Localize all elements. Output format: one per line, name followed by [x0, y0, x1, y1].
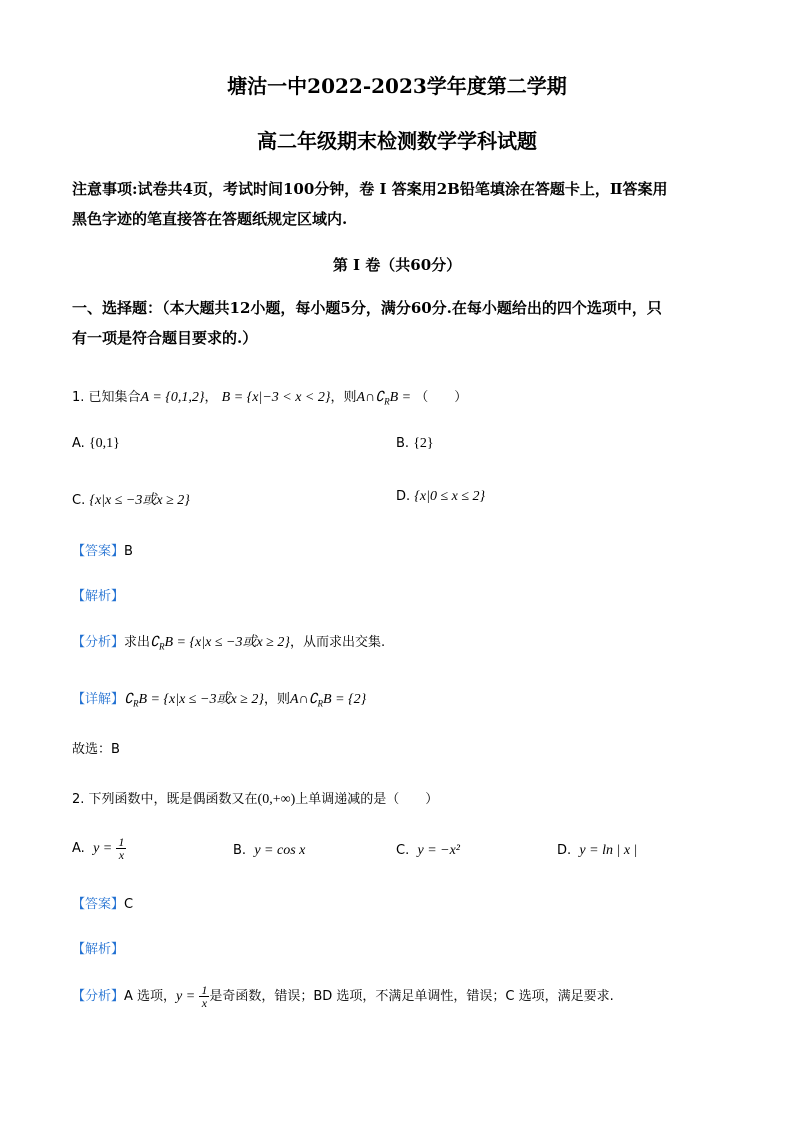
q2-fenxi-pre: A 选项， — [124, 989, 177, 1004]
q1-fenxi-sub: R — [158, 641, 165, 652]
q2-option-d — [557, 843, 637, 859]
notice-line-1: 注意事项:试卷共4页，考试时间100分钟，卷 I 答案用2B铅笔填涂在答题卡上，Ⅱ答案用 — [72, 180, 668, 198]
q2-fenxi-y: y = — [176, 989, 196, 1004]
q2-interval: (0,+∞) — [257, 792, 296, 807]
notice-line-2: 黑色字迹的笔直接答在答题纸规定区域内. — [72, 210, 348, 228]
q1-detail-mid: ，则 — [263, 692, 290, 707]
q2-option-a-pre: y = — [93, 841, 113, 856]
section-line-2: 有一项是符合题目要求的.） — [72, 329, 258, 347]
q1-option-b — [396, 436, 434, 452]
q1-detail-tag: 【详解】 — [72, 692, 125, 707]
q2-option-a — [72, 836, 126, 861]
q1-set-b: B = {x|−3 < x < 2} — [221, 390, 331, 405]
q1-answer-tag: 【答案】 — [72, 544, 125, 559]
q2-fenxi-num: 1 — [201, 983, 208, 997]
q2-fenxi-tag: 【分析】 — [72, 989, 125, 1004]
q1-detail-sub: R — [132, 698, 139, 709]
q1-option-a — [72, 436, 120, 452]
q1-expr: A∩∁ — [356, 390, 385, 405]
part-title: 第 I 卷（共60分） — [332, 256, 462, 274]
q1-analysis-tag: 【解析】 — [72, 589, 125, 604]
q1-detail-math: B = {x|x ≤ −3或x ≥ 2} — [138, 692, 264, 707]
section-line-1: 一、选择题：（本大题共12小题，每小题5分，满分60分.在每小题给出的四个选项中，只 — [72, 299, 662, 317]
q1-option-c-label: C. — [72, 493, 86, 508]
paper-subtitle: 高二年级期末检测数学学科试题 — [257, 129, 537, 153]
q1-answer-value: B — [124, 544, 133, 559]
q2-option-c — [396, 843, 460, 859]
q1-fenxi-tag: 【分析】 — [72, 635, 125, 650]
q2-option-a-den: x — [118, 848, 125, 862]
q2-option-c-label: C. — [396, 843, 410, 858]
q2-fenxi-den: x — [201, 996, 208, 1010]
q1-detail — [72, 688, 366, 709]
q1-option-a-text: {0,1} — [88, 436, 120, 451]
q1-option-c — [72, 489, 190, 509]
q2-answer-tag: 【答案】 — [72, 897, 125, 912]
q1-conclusion: 故选：B — [72, 742, 120, 757]
q1-option-d — [396, 489, 485, 505]
q1-option-a-label: A. — [72, 436, 85, 451]
q2-answer-value: C — [124, 897, 134, 912]
q1-set-a: A = {0,1,2} — [140, 390, 205, 405]
q2-option-a-num: 1 — [118, 835, 125, 849]
q1-detail-sub2: R — [317, 698, 324, 709]
q1-option-d-label: D. — [396, 489, 411, 504]
q1-option-b-label: B. — [396, 436, 410, 451]
q1-detail-math2: A∩∁ — [289, 692, 318, 707]
q2-fenxi-fraction — [199, 984, 209, 1009]
q1-option-d-text: {x|0 ≤ x ≤ 2} — [414, 489, 486, 504]
q2-option-d-label: D. — [557, 843, 572, 858]
q1-paren: （ ） — [415, 390, 468, 405]
q2-stem-prefix: 2. 下列函数中，既是偶函数又在 — [72, 792, 258, 807]
q1-stem — [72, 386, 467, 407]
q2-fenxi — [72, 984, 614, 1009]
q1-comma: ， — [204, 390, 218, 405]
q1-fenxi — [72, 631, 385, 652]
q2-option-b — [233, 843, 305, 859]
q2-stem-suffix: 上单调递减的是（ ） — [295, 792, 439, 807]
q2-answer — [72, 893, 133, 912]
q1-stem-mid: ，则 — [330, 390, 357, 405]
q2-fenxi-post: 是奇函数，错误；BD 选项，不满足单调性，错误；C 选项，满足要求. — [209, 989, 614, 1004]
q2-option-b-label: B. — [233, 843, 247, 858]
q1-expr-tail: B = — [389, 390, 412, 405]
q1-stem-prefix: 1. 已知集合 — [72, 390, 141, 405]
q1-fenxi-expr: ∁ — [150, 635, 159, 650]
q2-option-b-text: y = cos x — [254, 843, 306, 858]
q1-fenxi-math: B = {x|x ≤ −3或x ≥ 2} — [164, 635, 290, 650]
q1-option-b-text: {2} — [413, 436, 434, 451]
q1-option-c-text: {x|x ≤ −3或x ≥ 2} — [89, 493, 190, 508]
q1-fenxi-post: ，从而求出交集. — [289, 635, 386, 650]
q2-option-a-fraction — [116, 836, 126, 861]
q2-option-a-label: A. — [72, 841, 85, 856]
q1-expr-sub: R — [384, 396, 390, 407]
q2-option-d-text: y = ln | x | — [579, 843, 638, 858]
q1-fenxi-pre: 求出 — [124, 635, 151, 650]
paper-title: 塘沽一中2022-2023学年度第二学期 — [227, 74, 567, 98]
q2-option-c-text: y = −x² — [417, 843, 461, 858]
q2-stem — [72, 788, 438, 808]
q2-analysis-tag: 【解析】 — [72, 942, 125, 957]
q1-answer — [72, 540, 133, 559]
q1-detail-expr: ∁ — [124, 692, 133, 707]
q1-detail-math3: B = {2} — [323, 692, 367, 707]
